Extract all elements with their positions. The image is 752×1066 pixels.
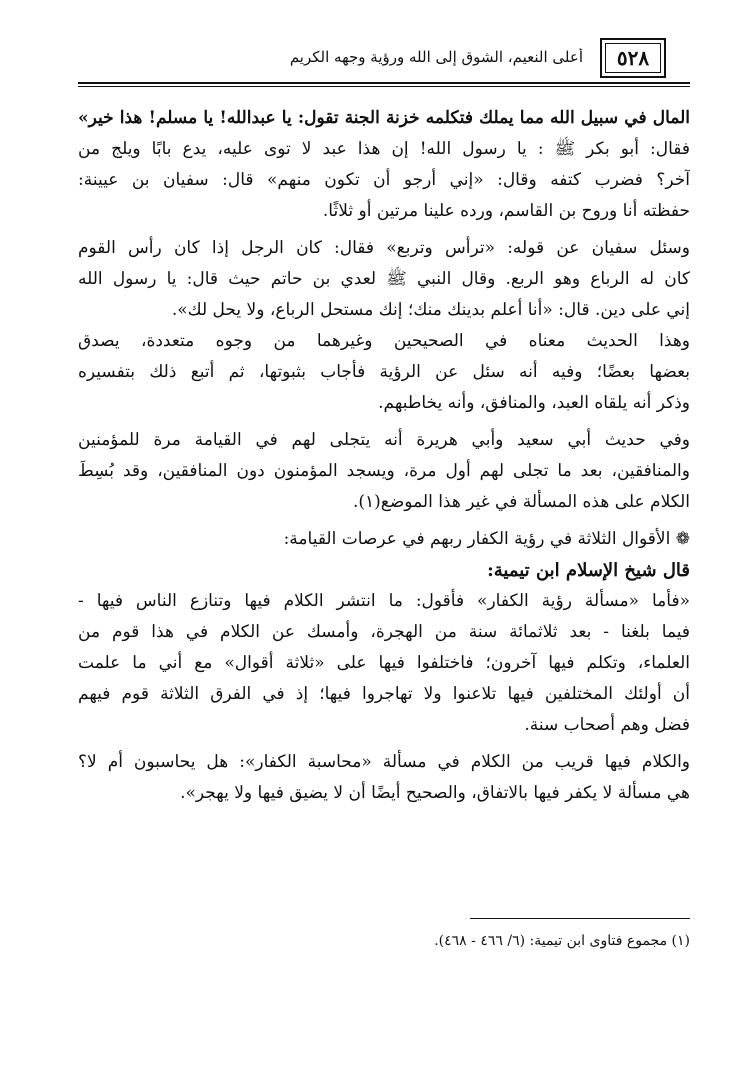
running-title: أعلى النعيم، الشوق إلى الله ورؤية وجهه الكريم	[289, 48, 583, 66]
text-line: العلماء، وتكلم فيها آخرون؛ فاختلفوا فيها على «ثلاثة أقوال» مع أني ما علمت	[78, 653, 690, 673]
page-header	[78, 38, 690, 98]
text-line: والمنافقين، بعد ما تجلى لهم أول مرة، ويسجد المؤمنون دون المنافقين، وقد بُسِطَ	[78, 461, 690, 481]
text-line: إني على دين. قال: «أنا أعلم بدينك منك؛ إنك مستحل الرباع، ولا يحل لك».	[171, 300, 690, 320]
text-line: «فأما «مسألة رؤية الكفار» فأقول: ما انتشر الكلام فيها وتنازع الناس فيها -	[78, 591, 690, 611]
footnote: (١) مجموع فتاوى ابن تيمية: (٦/ ٤٦٦ - ٤٦٨).	[434, 933, 690, 949]
text-line: وذكر أنه يلقاه العبد، والمنافق، وأنه يخاطبهم.	[378, 393, 690, 413]
text-line: كان له الرباع وهو الربع. وقال النبي ﷺ لعدي بن حاتم حيث قال: يا رسول الله	[78, 269, 690, 289]
text-line: بعضها بعضًا؛ وفيه أنه سئل عن الرؤية فأجاب بثبوتها، ثم أتبع ذلك بتفسيره	[78, 362, 690, 382]
footnote-separator	[470, 918, 690, 919]
text-line: حفظته أنا وروح بن القاسم، ورده علينا مرتين أو ثلاثًا.	[322, 201, 690, 221]
text-line: فيما بلغنا - بعد ثلاثمائة سنة من الهجرة، وأمسك عن الكلام في هذا قوم من	[78, 622, 690, 642]
text-line: وفي حديث أبي سعيد وأبي هريرة أنه يتجلى لهم في القيامة مرة للمؤمنين	[78, 430, 690, 450]
text-line: هي مسألة لا يكفر فيها بالاتفاق، والصحيح أيضًا أن لا يضيق فيها ولا يهجر».	[180, 783, 690, 803]
section-heading: ❁ الأقوال الثلاثة في رؤية الكفار ربهم في عرصات القيامة:	[283, 529, 690, 549]
header-rule-thin	[78, 86, 690, 87]
text-line: المال في سبيل الله مما يملك فتكلمه خزنة الجنة تقول: يا عبدالله! يا مسلم! هذا خير»	[78, 108, 690, 128]
quote-heading: قال شيخ الإسلام ابن تيمية:	[487, 560, 690, 581]
page-body	[78, 103, 690, 809]
text-line: فقال: أبو بكر ﷺ : يا رسول الله! إن هذا عبد لا توى عليه، يدع بابًا ويلج من	[78, 139, 690, 159]
text-line: وسئل سفيان عن قوله: «ترأس وتربع» فقال: كان الرجل إذا كان رأس القوم	[78, 238, 690, 258]
text-line: وهذا الحديث معناه في الصحيحين وغيرهما من وجوه متعددة، يصدق	[78, 331, 690, 351]
page-number: ٥٢٨	[600, 38, 666, 78]
text-line: أن أولئك المختلفين فيها تلاعنوا ولا تهاجروا فيها؛ إذ في الفرق الثلاثة قوم فيهم	[78, 684, 690, 704]
text-line: فضل وهم أصحاب سنة.	[524, 715, 690, 735]
text-line: والكلام فيها قريب من الكلام في مسألة «محاسبة الكفار»: هل يحاسبون أم لا؟	[78, 752, 690, 772]
header-rule	[78, 82, 690, 84]
text-line: الكلام على هذه المسألة في غير هذا الموضع(١).	[352, 492, 690, 512]
text-line: آخر؟ فضرب كتفه وقال: «إني أرجو أن تكون منهم» قال: سفيان بن عيينة:	[78, 170, 690, 190]
